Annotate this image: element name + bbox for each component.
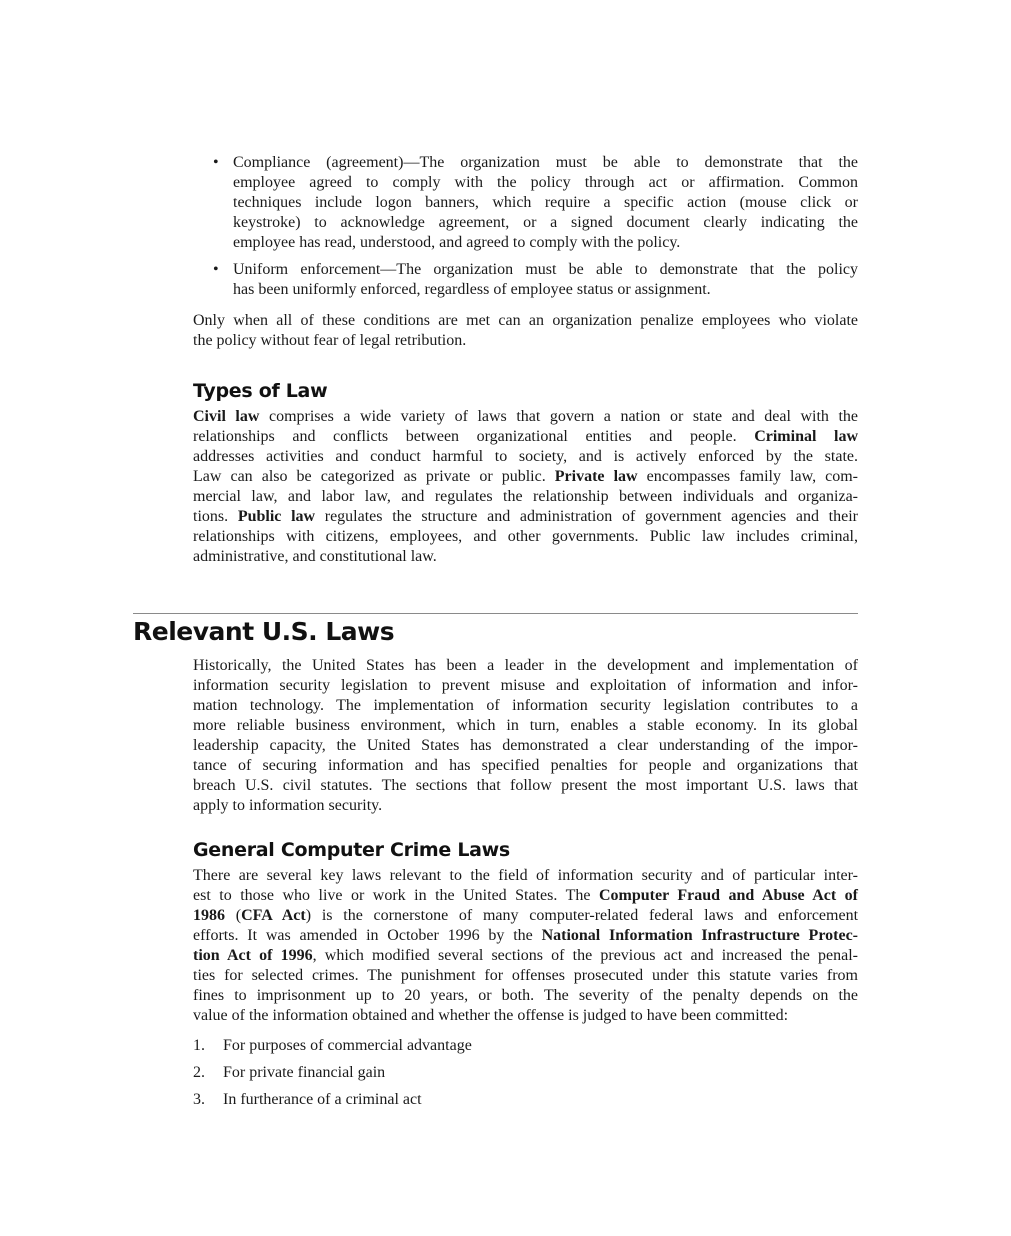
bullet-uniform-enforcement: [213, 260, 858, 300]
text-line: keystroke) to acknowledge agreement, or a signed document clearly indicating the: [233, 214, 858, 231]
text-line: [193, 676, 858, 696]
text-line: [193, 696, 858, 716]
text-run: Law can also be categorized as private or public.: [193, 468, 555, 485]
text-line: Compliance (agreement)—The organization must be able to demonstrate that the: [233, 154, 858, 171]
text-line: techniques include logon banners, which require a specific action (mouse click or: [233, 194, 858, 211]
text-run: value of the information obtained and whether the offense is judged to have been committed:: [193, 1007, 789, 1024]
text-line: [193, 447, 858, 467]
types-of-law-paragraph: [193, 407, 858, 567]
relevant-us-laws-heading: Relevant U.S. Laws: [133, 617, 395, 646]
list-text: In furtherance of a criminal act: [223, 1091, 422, 1108]
text-run: more reliable business environment, which in turn, enables a stable economy. In its global: [193, 717, 858, 734]
text-run: fines to imprisonment up to 20 years, or both. The severity of the penalty depends on the: [193, 987, 858, 1004]
text-run: breach U.S. civil statutes. The sections that follow present the most important U.S. laws that: [193, 777, 858, 794]
text-run: apply to information security.: [193, 797, 383, 814]
bold-term: 1986: [193, 907, 225, 924]
text-run: leadership capacity, the United States has demonstrated a clear understanding of the impor-: [193, 737, 858, 754]
bold-term: Civil law: [193, 408, 260, 425]
text-run: ) is the cornerstone of many computer-related federal laws and enforcement: [305, 907, 859, 924]
bold-term: Public law: [237, 508, 316, 525]
bold-term: Criminal law: [754, 428, 859, 445]
text-run: addresses activities and conduct harmful to society, and is actively enforced by the state.: [193, 448, 858, 465]
text-run: relationships and conflicts between organizational entities and people.: [193, 428, 755, 445]
list-number: 3.: [193, 1091, 205, 1108]
list-text: For purposes of commercial advantage: [223, 1037, 472, 1054]
list-number: 2.: [193, 1064, 205, 1081]
text-line: [193, 331, 858, 351]
list-item: [193, 1063, 385, 1083]
text-line: [193, 756, 858, 776]
bullet-compliance: [213, 153, 858, 253]
text-line: [193, 656, 858, 676]
list-item: [193, 1090, 422, 1110]
list-number: 1.: [193, 1037, 205, 1054]
text-line: [193, 427, 858, 447]
text-run: Only when all of these conditions are met can an organization penalize employees who violate: [193, 312, 858, 329]
text-line: employee agreed to comply with the policy through act or affirmation. Common: [233, 174, 858, 191]
text-line: [193, 986, 858, 1006]
text-run: regulates the structure and administration of government agencies and their: [315, 508, 858, 525]
text-line: [193, 776, 858, 796]
bold-term: Computer Fraud and Abuse Act of: [598, 887, 859, 904]
text-line: [193, 547, 858, 567]
general-computer-crime-laws-heading: General Computer Crime Laws: [193, 839, 510, 861]
text-run: encompasses family law, com-: [637, 468, 859, 485]
conditions-paragraph: [193, 311, 858, 351]
text-line: [193, 311, 858, 331]
text-run: , which modified several sections of the previous act and increased the penal-: [312, 947, 858, 964]
text-line: employee has read, understood, and agreed to comply with the policy.: [233, 234, 681, 251]
text-line: [193, 716, 858, 736]
section-divider: [133, 613, 858, 614]
bullet-icon: •: [213, 154, 219, 171]
text-run: efforts. It was amended in October 1996 by the: [193, 927, 542, 944]
bold-term: tion Act of 1996: [193, 947, 313, 964]
text-line: [193, 736, 858, 756]
bold-term: Private law: [554, 468, 638, 485]
text-line: [193, 487, 858, 507]
text-line: [193, 866, 858, 886]
text-run: est to those who live or work in the United States. The: [193, 887, 599, 904]
types-of-law-heading: Types of Law: [193, 380, 328, 402]
text-run: tance of securing information and has specified penalties for people and organizations that: [193, 757, 858, 774]
text-line: [193, 926, 858, 946]
text-run: administrative, and constitutional law.: [193, 548, 437, 565]
text-run: mation technology. The implementation of information security legislation contributes to a: [193, 697, 858, 714]
text-line: [193, 946, 858, 966]
text-line: [193, 407, 858, 427]
text-run: the policy without fear of legal retribution.: [193, 332, 467, 349]
text-line: [193, 527, 858, 547]
text-line: [193, 1006, 858, 1026]
text-line: [193, 796, 858, 816]
bullet-icon: •: [213, 261, 219, 278]
text-line: has been uniformly enforced, regardless of employee status or assignment.: [233, 281, 711, 298]
text-run: information security legislation to prevent misuse and exploitation of information and infor-: [193, 677, 858, 694]
text-line: [193, 467, 858, 487]
text-run: comprises a wide variety of laws that govern a nation or state and deal with the: [259, 408, 859, 425]
text-run: ties for selected crimes. The punishment for offenses prosecuted under this statute varies from: [193, 967, 858, 984]
text-run: There are several key laws relevant to the field of information security and of particular inter-: [193, 867, 858, 884]
bold-term: CFA Act: [241, 907, 306, 924]
text-line: [193, 507, 858, 527]
bold-term: National Information Infrastructure Protec-: [541, 927, 858, 944]
text-run: relationships with citizens, employees, and other governments. Public law includes criminal,: [193, 528, 858, 545]
relevant-laws-paragraph: [193, 656, 858, 816]
computer-crime-paragraph: [193, 866, 858, 1026]
text-run: mercial law, and labor law, and regulates the relationship between individuals and organiza-: [193, 488, 858, 505]
text-line: [193, 966, 858, 986]
text-run: tions.: [193, 508, 238, 525]
text-run: (: [225, 907, 242, 924]
text-line: [193, 886, 858, 906]
text-line: [193, 906, 858, 926]
text-line: Uniform enforcement—The organization must be able to demonstrate that the policy: [233, 261, 858, 278]
text-run: Historically, the United States has been a leader in the development and implementation of: [193, 657, 858, 674]
list-text: For private financial gain: [223, 1064, 386, 1081]
list-item: [193, 1036, 472, 1056]
